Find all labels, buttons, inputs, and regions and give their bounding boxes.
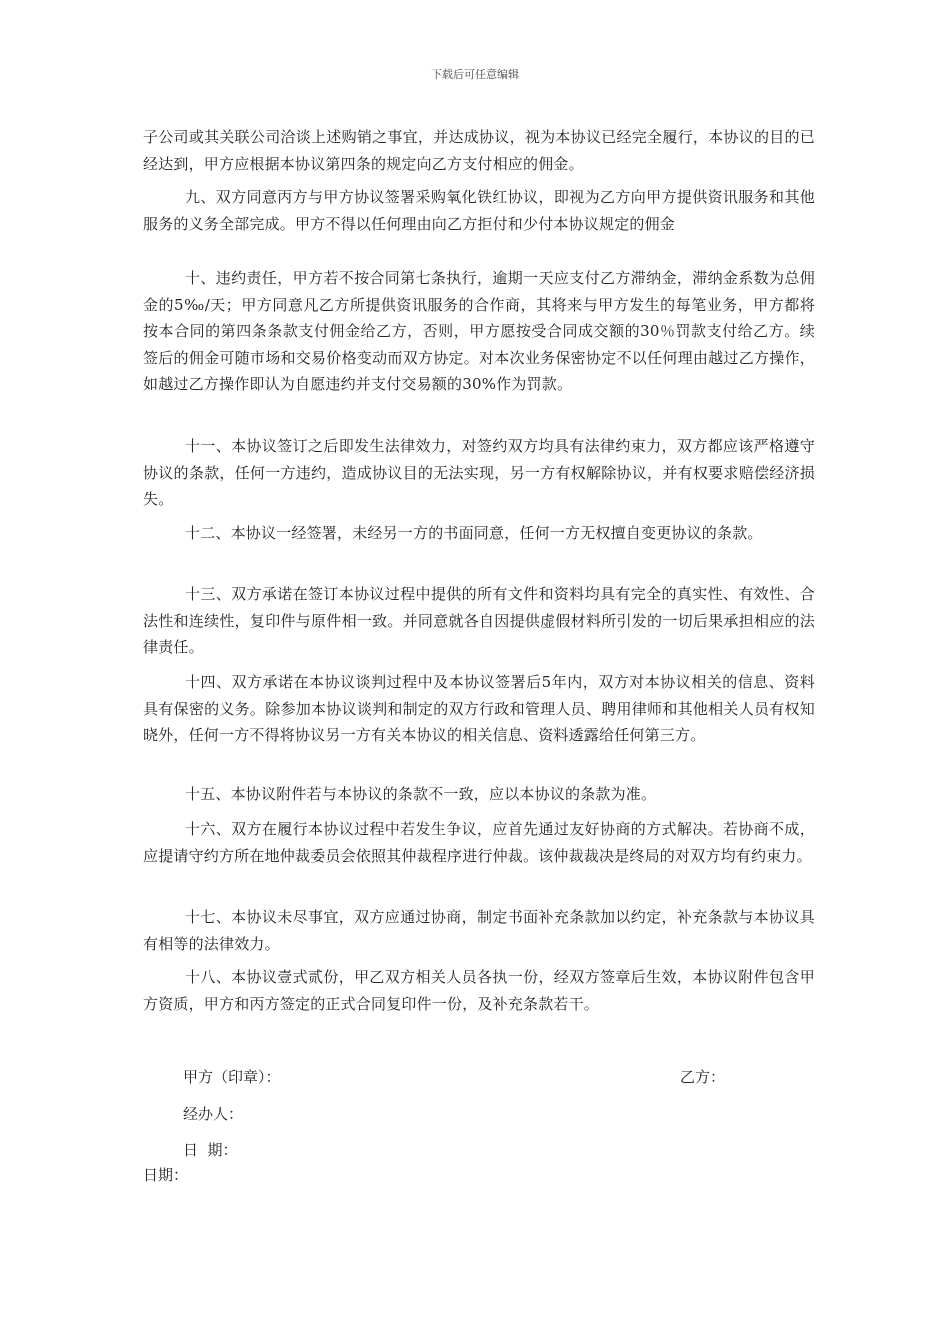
page-header-note: 下载后可任意编辑	[431, 68, 519, 81]
clause-14: 十四、双方承诺在本协议谈判过程中及本协议签署后5年内，双方对本协议相关的信息、资料具有保密的义务。除参加本协议谈判和制定的双方行政和管理人员、聘用律师和其他相关人员有权知晓外，任何一方不得将协议另一方有关本协议的相关信息、资料透露给任何第三方。	[143, 673, 815, 744]
clause-10: 十、违约责任，甲方若不按合同第七条执行，逾期一天应支付乙方滞纳金，滞纳金系数为总佣金的5‰/天；甲方同意凡乙方所提供资讯服务的合作商，其将来与甲方发生的每笔业务，甲方都将按本合同的第四条条款支付佣金给乙方，否则，甲方愿按受合同成交额的30％罚款支付给乙方。续签后的佣金可随市场和交易价格变动而双方协定。对本次业务保密协定不以任何理由越过乙方操作，如越过乙方操作即认为自愿违约并支付交易额的30%作为罚款。	[143, 269, 815, 393]
clause-15: 十五、本协议附件若与本协议的条款不一致，应以本协议的条款为准。	[185, 785, 657, 803]
clause-18: 十八、本协议壹式贰份，甲乙双方相关人员各执一份，经双方签章后生效，本协议附件包含甲方资质，甲方和丙方签定的正式合同复印件一份，及补充条款若干。	[143, 968, 815, 1013]
party-b-label: 乙方：	[680, 1068, 726, 1086]
clause-17: 十七、本协议未尽事宜，双方应通过协商，制定书面补充条款加以约定，补充条款与本协议具有相等的法律效力。	[143, 908, 815, 953]
clause-16: 十六、双方在履行本协议过程中若发生争议，应首先通过友好协商的方式解决。若协商不成，应提请守约方所在地仲裁委员会依照其仲裁程序进行仲裁。该仲裁裁决是终局的对双方均有约束力。	[143, 820, 815, 865]
party-a-date-label: 日 期：	[183, 1141, 238, 1159]
clause-12: 十二、本协议一经签署，未经另一方的书面同意，任何一方无权擅自变更协议的条款。	[185, 524, 763, 542]
clause-11: 十一、本协议签订之后即发生法律效力，对签约双方均具有法律约束力，双方都应该严格遵守协议的条款，任何一方违约，造成协议目的无法实现，另一方有权解除协议，并有权要求赔偿经济损失。	[143, 437, 815, 508]
clause-13: 十三、双方承诺在签订本协议过程中提供的所有文件和资料均具有完全的真实性、有效性、合法性和连续性，复印件与原件相一致。并同意就各自因提供虚假材料所引发的一切后果承担相应的法律责任。	[143, 585, 815, 656]
party-b-date-label: 日期：	[143, 1166, 189, 1184]
clause-continuation: 子公司或其关联公司洽谈上述购销之事宜，并达成协议，视为本协议已经完全履行，本协议的目的已经达到，甲方应根据本协议第四条的规定向乙方支付相应的佣金。	[143, 128, 815, 173]
handler-label: 经办人：	[183, 1105, 244, 1123]
clause-9: 九、双方同意丙方与甲方协议签署采购氧化铁红协议，即视为乙方向甲方提供资讯服务和其他服务的义务全部完成。甲方不得以任何理由向乙方拒付和少付本协议规定的佣金	[143, 188, 815, 233]
party-a-seal-label: 甲方（印章）：	[183, 1068, 281, 1086]
